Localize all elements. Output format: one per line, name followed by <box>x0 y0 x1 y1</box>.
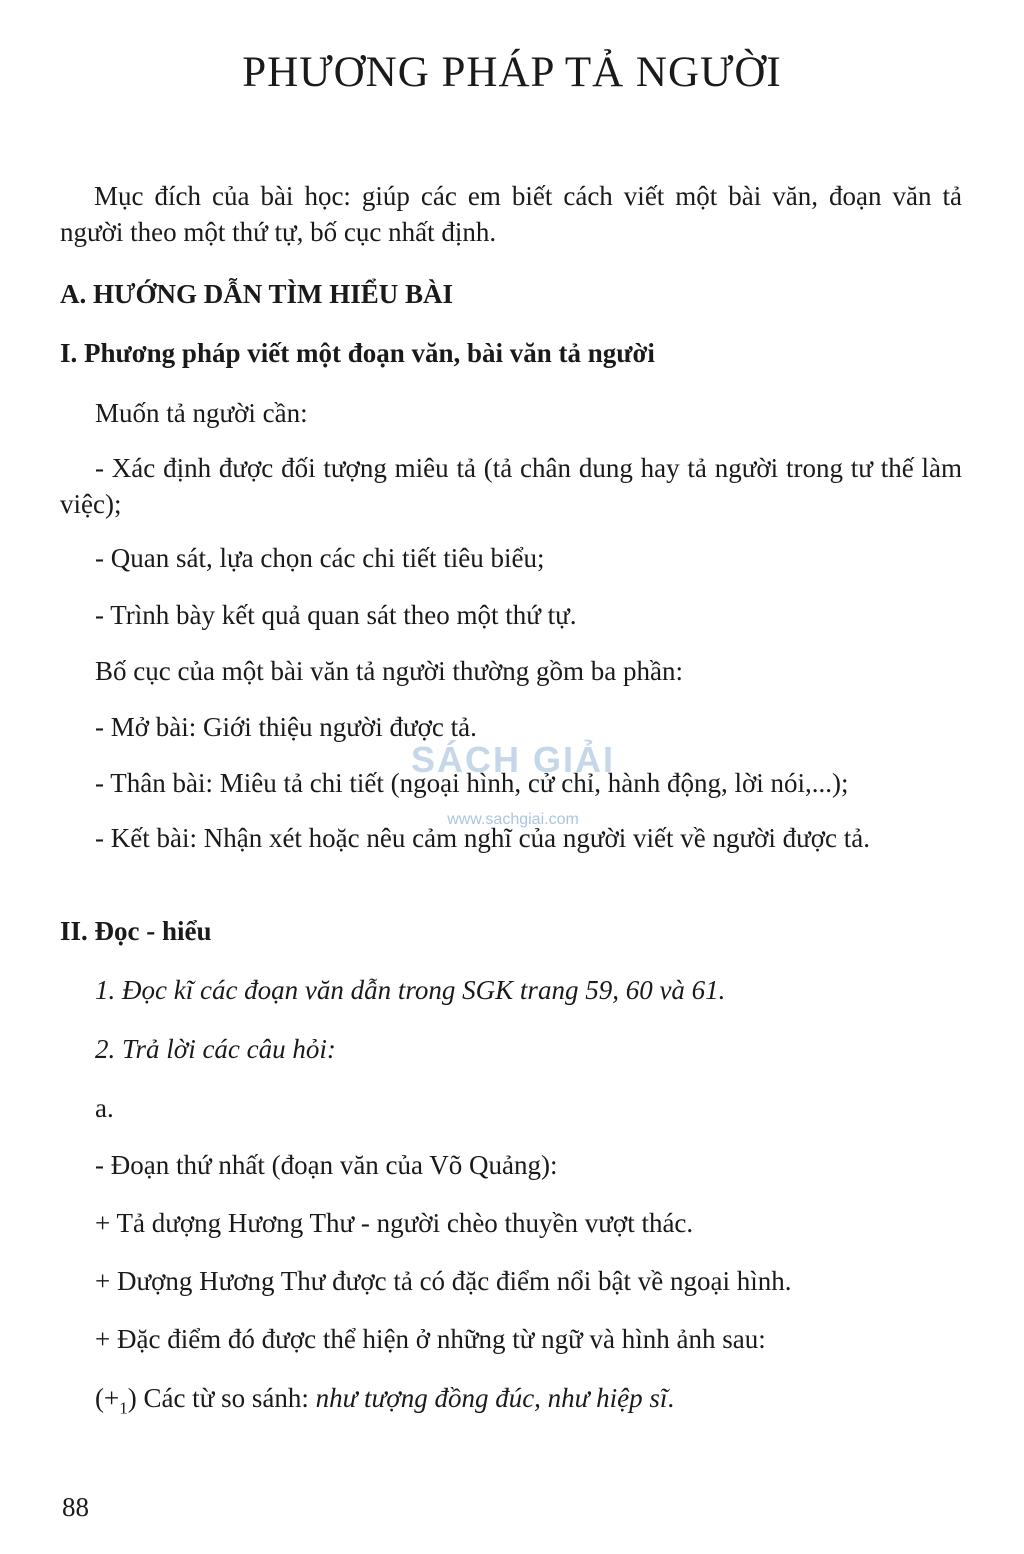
paragraph-line: - Thân bài: Miêu tả chi tiết (ngoại hình, cử chỉ, hành động, lời nói,...); <box>95 768 849 798</box>
paragraph-line: - Trình bày kết quả quan sát theo một thứ tự. <box>95 600 577 630</box>
paragraph-line: + Tả dượng Hương Thư - người chèo thuyền vượt thác. <box>95 1208 694 1238</box>
intro-paragraph: Mục đích của bài học: giúp các em biết cách viết một bài văn, đoạn văn tả người theo một thứ tự, bố cục nhất định. <box>60 181 962 247</box>
paragraph-line: 2. Trả lời các câu hỏi: <box>95 1034 336 1064</box>
page-title: PHƯƠNG PHÁP TẢ NGƯỜI <box>242 49 782 96</box>
paragraph-line: - Mở bài: Giới thiệu người được tả. <box>95 712 477 742</box>
paragraph-line: a. <box>95 1093 114 1123</box>
paragraph-line: + Dượng Hương Thư được tả có đặc điểm nổi bật về ngoại hình. <box>95 1266 792 1296</box>
page-number: 88 <box>62 1492 89 1522</box>
subscript-text: 1 <box>119 1398 128 1418</box>
paragraph-line-comparison <box>95 1380 674 1426</box>
paragraph-line: - Kết bài: Nhận xét hoặc nêu cảm nghĩ của người viết về người được tả. <box>95 823 870 853</box>
paragraph-line: 1. Đọc kĩ các đoạn văn dẫn trong SGK trang 59, 60 và 61. <box>95 975 726 1005</box>
paragraph-line: - Quan sát, lựa chọn các chi tiết tiêu biểu; <box>95 543 545 573</box>
section-i-heading: I. Phương pháp viết một đoạn văn, bài văn tả người <box>60 338 655 368</box>
watermark-url: www.sachgiai.com <box>447 811 579 828</box>
end-punctuation: . <box>667 1383 675 1413</box>
prefix-text: (+ <box>95 1383 120 1413</box>
paragraph-line: Bố cục của một bài văn tả người thường gồm ba phần: <box>95 656 683 686</box>
paragraph-line: - Xác định được đối tượng miêu tả (tả chân dung hay tả người trong tư thế làm việc); <box>60 453 962 519</box>
paragraph-line: Muốn tả người cần: <box>95 398 308 428</box>
paragraph-line: - Đoạn thứ nhất (đoạn văn của Võ Quảng): <box>95 1150 558 1180</box>
paragraph-line: + Đặc điểm đó được thể hiện ở những từ ngữ và hình ảnh sau: <box>95 1324 766 1354</box>
comparison-label: ) Các từ so sánh: <box>127 1383 316 1413</box>
watermark-logo: SÁCH GIẢI <box>410 739 615 780</box>
section-ii-heading: II. Đọc - hiểu <box>60 916 212 946</box>
comparison-examples: như tượng đồng đúc, như hiệp sĩ <box>315 1383 668 1413</box>
section-a-heading: A. HƯỚNG DẪN TÌM HIỂU BÀI <box>60 279 454 309</box>
